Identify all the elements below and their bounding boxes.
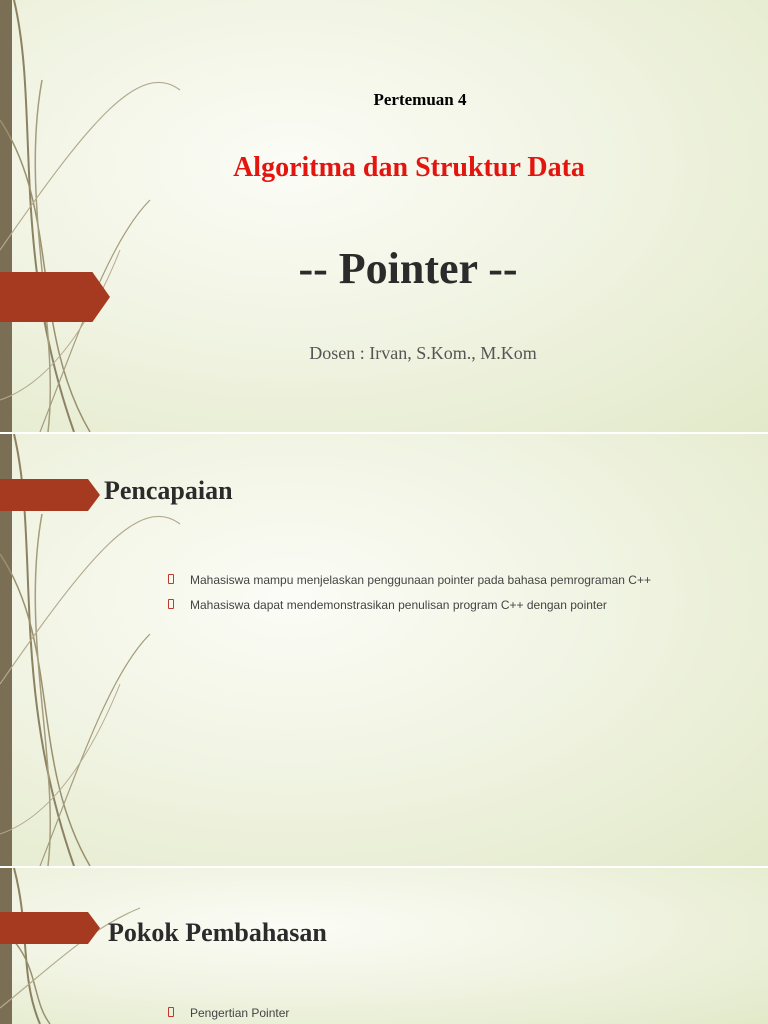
list-item	[168, 1005, 289, 1024]
bullet-marker-icon	[168, 1007, 174, 1017]
list-item-text: Mahasiswa mampu menjelaskan penggunaan pointer pada bahasa pemrograman C++	[190, 573, 651, 587]
list-item-text: Mahasiswa dapat mendemonstrasikan penulisan program C++ dengan pointer	[190, 598, 607, 612]
slide-objectives	[0, 434, 768, 866]
list-item-text: Pengertian Pointer	[190, 1006, 290, 1020]
lecturer-name: Dosen : Irvan, S.Kom., M.Kom	[309, 343, 537, 363]
slide-heading: Pencapaian	[104, 476, 233, 505]
slide-topics	[0, 868, 768, 1024]
arrow-tab-icon	[0, 912, 100, 944]
vine-decoration	[0, 0, 220, 432]
topic-title: -- Pointer --	[298, 244, 518, 293]
arrow-tab-icon	[0, 479, 100, 511]
list-item	[168, 572, 651, 597]
meeting-label: Pertemuan 4	[373, 90, 467, 109]
list-item	[168, 597, 651, 622]
slide-heading: Pokok Pembahasan	[108, 918, 327, 947]
bullet-marker-icon	[168, 599, 174, 609]
slide-title	[0, 0, 768, 432]
bullet-list	[168, 572, 651, 622]
bullet-marker-icon	[168, 574, 174, 584]
bullet-list	[168, 1005, 289, 1024]
subject-title: Algoritma dan Struktur Data	[233, 152, 585, 183]
